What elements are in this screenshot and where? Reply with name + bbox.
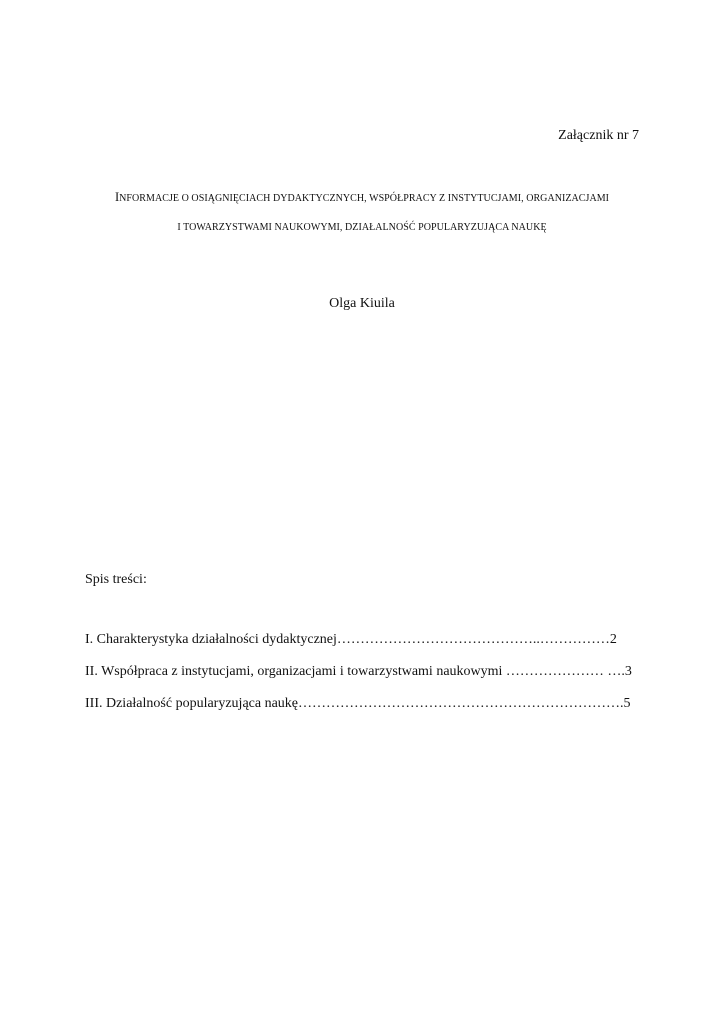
toc-item-3[interactable]: III. Działalność popularyzująca naukę…………………………………………………………….5 (85, 696, 631, 711)
toc-item-1[interactable]: I. Charakterystyka działalności dydaktycznej……………………………………..……………2 (85, 632, 617, 647)
heading-line-1-text: NFORMACJE O OSIĄGNIĘCIACH DYDAKTYCZNYCH, WSPÓŁPRACY Z INSTYTUCJAMI, ORGANIZACJAMI (119, 193, 610, 204)
toc-title: Spis treści: (85, 572, 147, 587)
heading-initial: I (114, 190, 120, 204)
annex-label: Załącznik nr 7 (558, 128, 639, 143)
heading-line-2: I TOWARZYSTWAMI NAUKOWYMI, DZIAŁALNOŚĆ POPULARYZUJĄCA NAUKĘ (177, 222, 547, 233)
author-name: Olga Kiuila (329, 296, 395, 311)
heading-line-1 (85, 190, 639, 206)
toc-item-2[interactable]: II. Współpraca z instytucjami, organizacjami i towarzystwami naukowymi ………………… ….3 (85, 664, 632, 679)
table-of-contents (85, 631, 639, 727)
